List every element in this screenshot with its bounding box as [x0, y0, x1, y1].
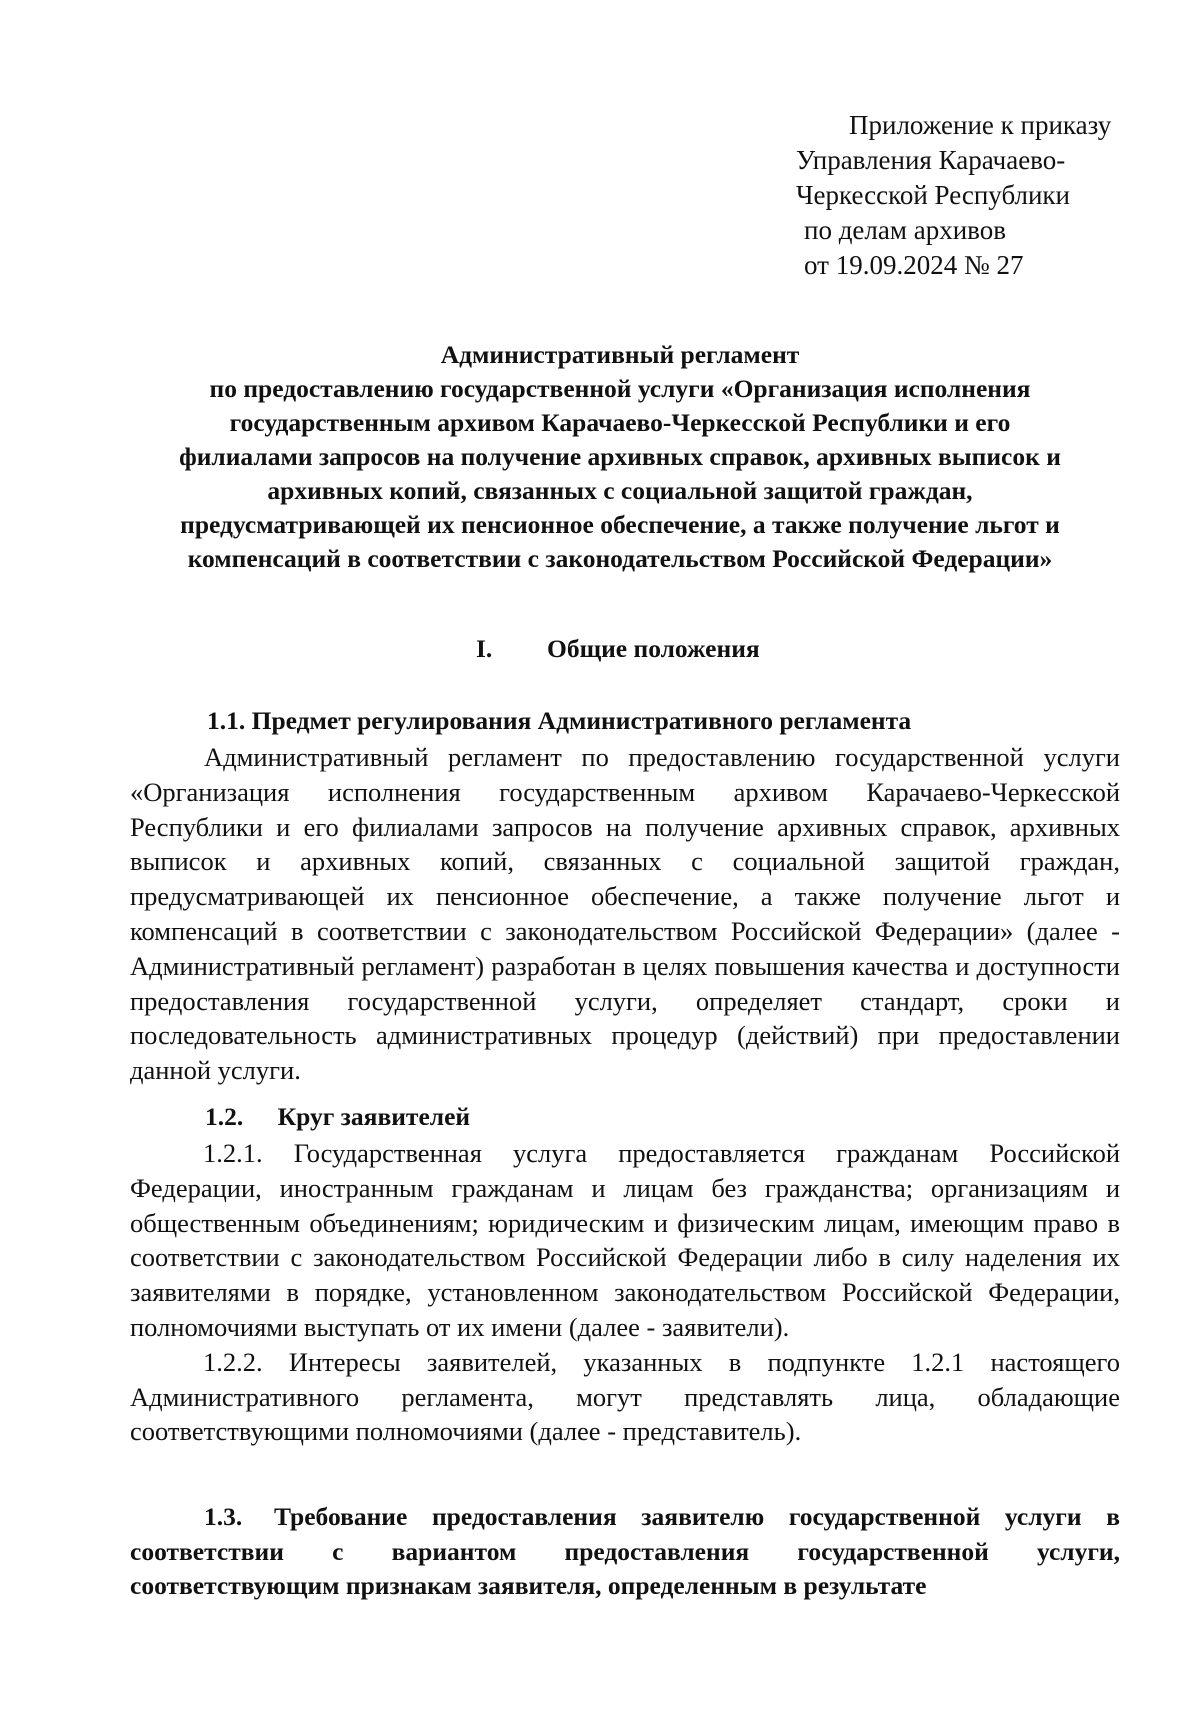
chapter-number: I. — [476, 634, 493, 663]
title-line-4: филиалами запросов на получение архивных справок, архивных выписок и — [179, 442, 1061, 471]
section-1-3-paragraph — [130, 1500, 1120, 1604]
section-1-3-heading: Требование предоставления заявителю государственной услуги в соответствии с вариантом предоставления государственной услуги, соответствующим признакам заявителя, определенным в результате — [130, 1502, 1120, 1600]
section-1-1-heading: 1.1. Предмет регулирования Административного регламента — [207, 706, 912, 735]
title-line-1: Административный регламент — [440, 340, 800, 369]
annex-line-2: Управления Карачаево- — [796, 145, 1066, 175]
section-1-2-2-text: 1.2.2. Интересы заявителей, указанных в подпункте 1.2.1 настоящего Административного регламента, могут представлять лица, обладающие соответствующими полномочиями (далее - представитель). — [130, 1346, 1120, 1447]
annex-header — [796, 108, 1136, 283]
section-1-2-1-text: 1.2.1. Государственная услуга предоставляется гражданам Российской Федерации, иностранным гражданам и лицам без гражданства; организациям и общественным объединениям; юридическим и физическим лицам, имеющим право в соответствии с законодательством Российской Федерации либо в силу наделения их заявителями в порядке, установленном законодательством Российской Федерации, полномочиями выступать от их имени (далее - заявители). — [130, 1138, 1120, 1342]
annex-line-5: от 19.09.2024 № 27 — [804, 250, 1024, 280]
chapter-title: Общие положения — [547, 634, 760, 663]
section-1-2-heading — [205, 1100, 470, 1134]
title-line-6: предусматривающей их пенсионное обеспечение, а также получение льгот и — [180, 510, 1060, 539]
title-line-7: компенсаций в соответствии с законодательством Российской Федерации» — [187, 544, 1053, 573]
section-1-2-body — [130, 1136, 1120, 1449]
title-line-2: по предоставлению государственной услуги «Организация исполнения — [209, 374, 1031, 403]
annex-line-1: Приложение к приказу — [849, 110, 1112, 140]
section-1-2-number: 1.2. — [205, 1102, 244, 1131]
section-1-1-body — [130, 740, 1120, 1088]
document-title — [130, 338, 1110, 576]
annex-line-3: Черкесской Республики — [796, 180, 1070, 210]
section-1-2-title: Круг заявителей — [277, 1102, 471, 1131]
section-1-3 — [130, 1500, 1120, 1604]
section-1-1-text: Административный регламент по предоставлению государственной услуги «Организация исполнения государственным архивом Карачаево-Черкесской Республики и его филиалами запросов на получение архивных справок, архивных выписок и архивных копий, связанных с социальной защитой граждан, предусматривающей их пенсионное обеспечение, а также получение льгот и компенсаций в соответствии с законодательством Российской Федерации» (далее - Административный регламент) разработан в целях повышения качества и доступности предоставления государственной услуги, определяет стандарт, сроки и последовательность административных процедур (действий) при предоставлении данной услуги. — [130, 742, 1120, 1086]
title-line-5: архивных копий, связанных с социальной защитой граждан, — [267, 476, 973, 505]
section-1-3-number: 1.3. — [204, 1502, 243, 1531]
annex-line-4: по делам архивов — [804, 215, 1006, 245]
title-line-3: государственным архивом Карачаево-Черкесской Республики и его — [229, 408, 1011, 437]
